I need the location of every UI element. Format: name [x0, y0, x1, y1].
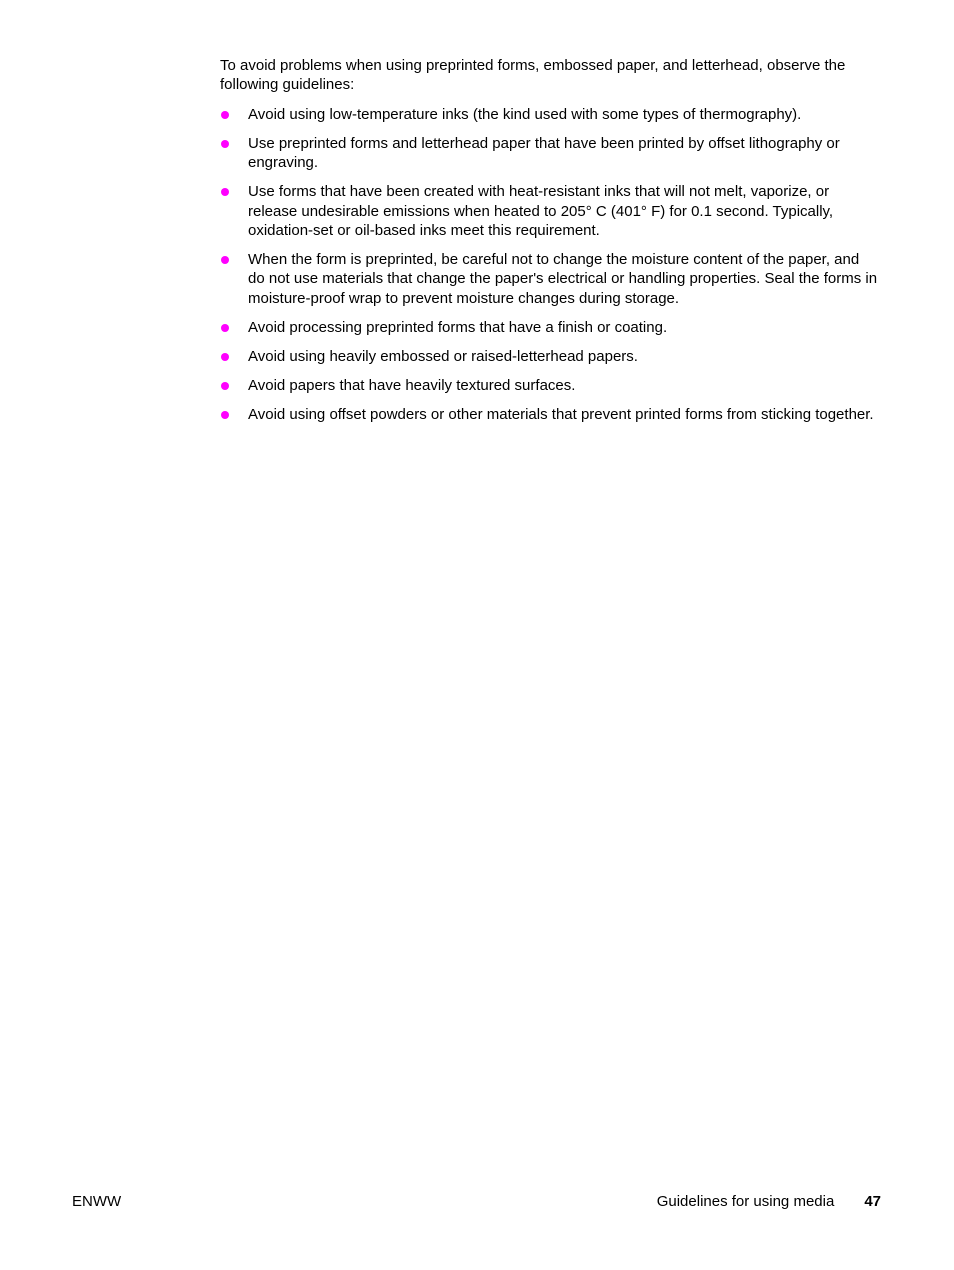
footer-doc-code: ENWW: [72, 1193, 122, 1210]
list-item-text: When the form is preprinted, be careful not to change the moisture content of the paper, and do not use materials that change the paper's electrical or handling properties. Seal the forms in moisture-proof wrap to prevent moisture changes during storage.: [248, 251, 878, 307]
list-item-text: Use forms that have been created with heat-resistant inks that will not melt, vaporize, or release undesirable emissions when heated to 205° C (401° F) for 0.1 second. Typically, oxidation-set or oil-based inks meet this requirement.: [248, 183, 834, 240]
bullet-icon: [221, 111, 229, 119]
bullet-icon: [221, 188, 229, 196]
page-number: 47: [864, 1193, 881, 1210]
intro-paragraph: To avoid problems when using preprinted forms, embossed paper, and letterhead, observe the following guidelines:: [220, 57, 846, 94]
list-item-text: Avoid using heavily embossed or raised-letterhead papers.: [248, 347, 638, 365]
list-item: [220, 134, 880, 173]
list-item-text: Avoid processing preprinted forms that have a finish or coating.: [248, 318, 668, 336]
list-item-text: Avoid using low-temperature inks (the kind used with some types of thermography).: [248, 105, 802, 123]
list-item-text: Avoid papers that have heavily textured surfaces.: [248, 376, 576, 394]
list-item-text: Avoid using offset powders or other materials that prevent printed forms from sticking together.: [248, 405, 874, 423]
list-item: [220, 250, 880, 308]
list-item: [220, 182, 880, 240]
list-item: [220, 405, 880, 424]
bullet-icon: [221, 382, 229, 390]
bullet-icon: [221, 353, 229, 361]
guidelines-list: [220, 105, 880, 424]
bullet-icon: [221, 256, 229, 264]
list-item: [220, 318, 880, 337]
footer-right-group: [657, 1192, 881, 1212]
list-item: [220, 347, 880, 366]
list-item-text: Use preprinted forms and letterhead paper that have been printed by offset lithography or engraving.: [248, 134, 840, 172]
bullet-icon: [221, 140, 229, 148]
bullet-icon: [221, 411, 229, 419]
list-item: [220, 376, 880, 395]
footer-section-title: Guidelines for using media: [656, 1193, 835, 1210]
list-item: [220, 105, 880, 124]
main-content: [220, 56, 880, 434]
bullet-icon: [221, 324, 229, 332]
page-footer: [72, 1192, 881, 1212]
